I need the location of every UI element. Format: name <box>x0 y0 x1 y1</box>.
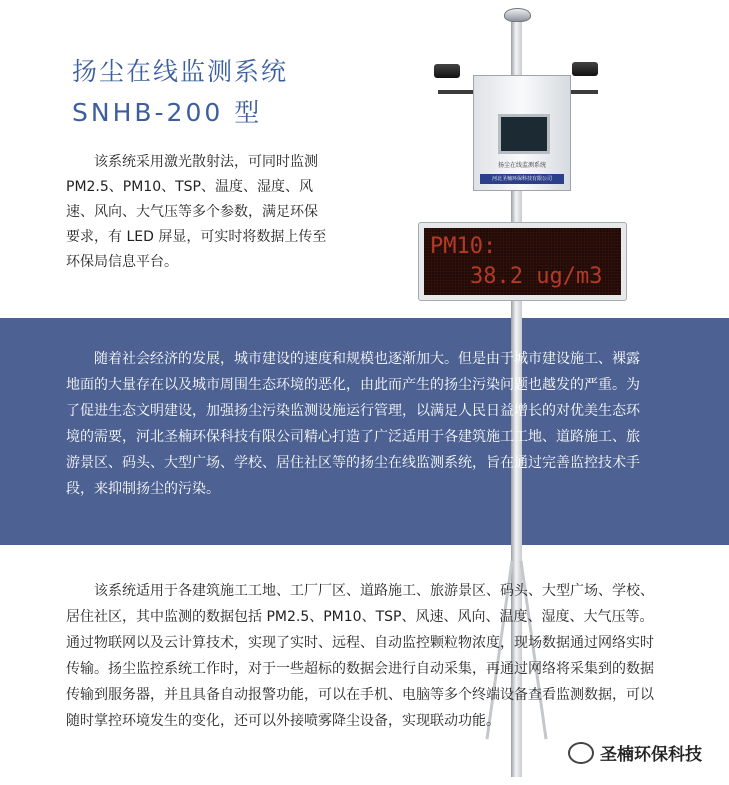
page-title: 扬尘在线监测系统 <box>72 57 289 86</box>
led-display <box>418 222 627 301</box>
wind-vane-icon <box>572 62 598 76</box>
wechat-icon <box>568 742 594 764</box>
monitor-box-plate: 河北圣楠环保科技有限公司 <box>480 174 564 184</box>
band-paragraph: 随着社会经济的发展，城市建设的速度和规模也逐渐加大。但是由于城市建设施工、裸露地面的大量存在以及城市周围生态环境的恶化，由此而产生的扬尘污染问题也越发的严重。为了促进生态文明建设，加强扬尘污染监测设施运行管理，以满足人民日益增长的对优美生态环境的需要，河北圣楠环保科技有限公司精心打造了广泛适用于各建筑施工工地、道路施工、旅游景区、码头、大型广场、学校、居住社区等的扬尘在线监测系统，旨在通过完善监控技术手段，来抑制扬尘的污染。 <box>66 351 640 497</box>
pole-cap <box>504 8 531 22</box>
led-panel <box>424 228 621 295</box>
monitor-box-title: 扬尘在线监测系统 <box>497 162 546 169</box>
brand-watermark <box>568 740 702 765</box>
brand-name: 圣楠环保科技 <box>600 745 702 765</box>
monitor-box <box>473 75 571 191</box>
monitor-screen <box>498 114 550 154</box>
led-line-2: 38.2 ug/m3 <box>470 264 603 289</box>
model-number: SNHB-200 型 <box>72 98 263 127</box>
intro-paragraph: 该系统采用激光散射法，可同时监测 PM2.5、PM10、TSP、温度、湿度、风速、风向、大气压等多个参数，满足环保要求，有 LED 屏显，可实时将数据上传至环保局信息平台。 <box>66 154 327 270</box>
bottom-paragraph: 该系统适用于各建筑施工工地、工厂厂区、道路施工、旅游景区、码头、大型广场、学校、居住社区，其中监测的数据包括 PM2.5、PM10、TSP、风速、风向、温度、湿度、大气压等。通过物联网以及云计算技术，实现了实时、远程、自动监控颗粒物浓度，现场数据通过网络实时传输。扬尘监控系统工作时，对于一些超标的数据会进行自动采集，再通过网络将采集到的数据传输到服务器，并且具备自动报警功能，可以在手机、电脑等多个终端设备查看监测数据，可以随时掌控环境发生的变化，还可以外接喷雾降尘设备，实现联动功能。 <box>66 583 654 729</box>
led-line-1: PM10: <box>430 234 497 259</box>
wind-sensor-icon <box>434 64 460 78</box>
